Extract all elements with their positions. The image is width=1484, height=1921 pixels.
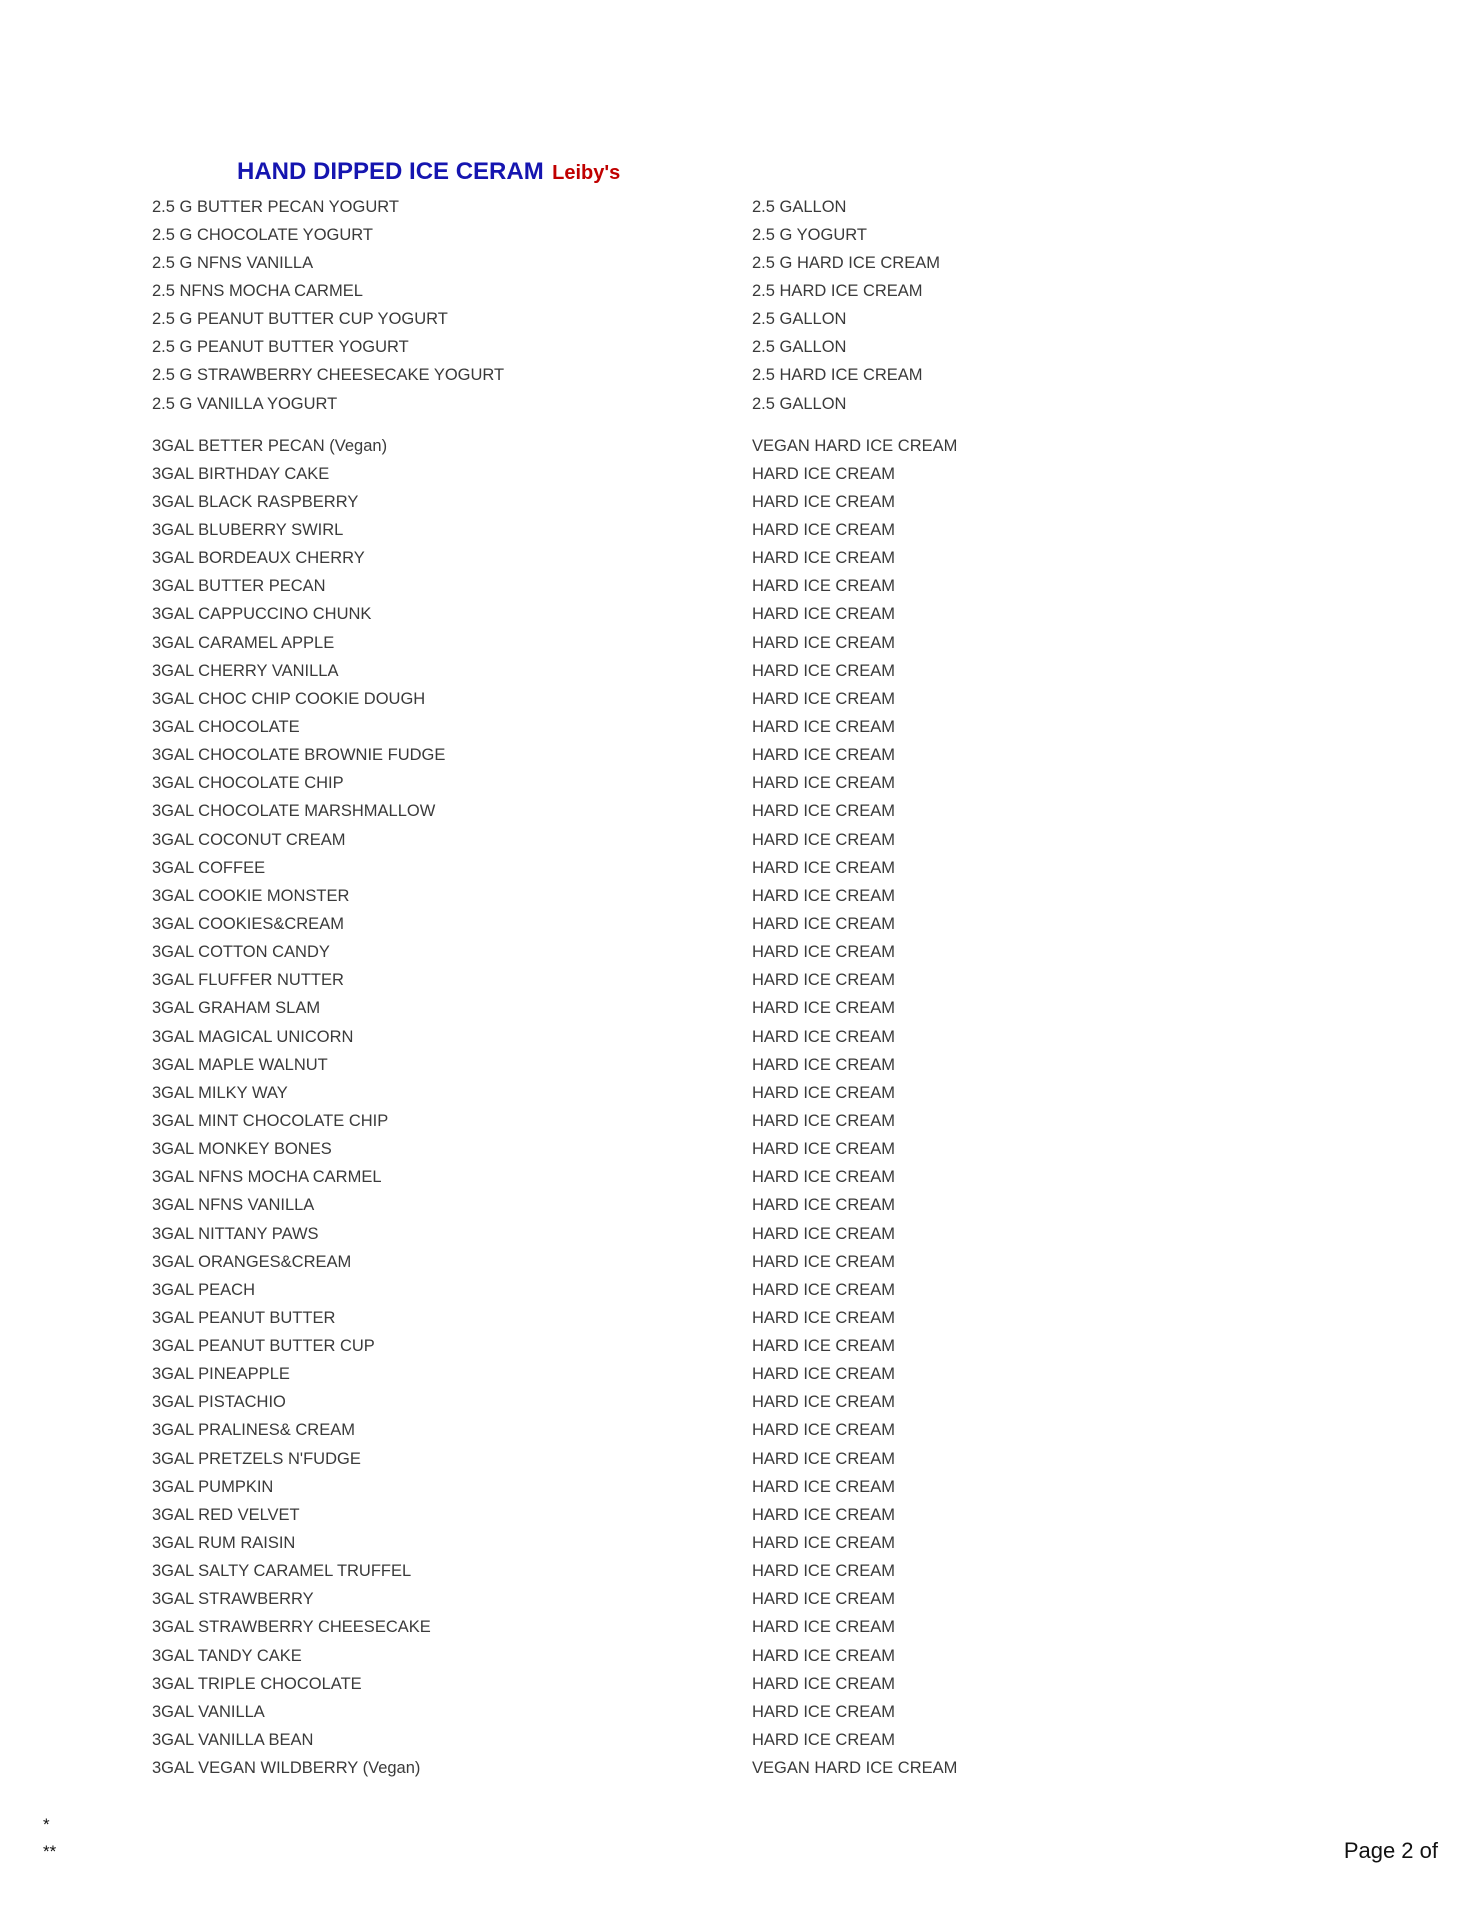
list-item [152, 995, 1202, 1023]
product-name: 2.5 G PEANUT BUTTER YOGURT [152, 338, 409, 357]
product-name: 2.5 G BUTTER PECAN YOGURT [152, 197, 399, 216]
list-item [152, 249, 1202, 277]
product-type: HARD ICE CREAM [752, 577, 896, 596]
list-item [152, 1698, 1202, 1726]
product-type: HARD ICE CREAM [752, 717, 896, 736]
list-item [152, 1304, 1202, 1332]
product-type: HARD ICE CREAM [752, 1224, 896, 1243]
list-item [152, 390, 1202, 418]
product-name: 3GAL VEGAN WILDBERRY (Vegan) [152, 1759, 421, 1778]
product-name: 3GAL COOKIE MONSTER [152, 886, 350, 905]
product-type: HARD ICE CREAM [752, 661, 896, 680]
list-item [152, 1023, 1202, 1051]
product-type: 2.5 G HARD ICE CREAM [752, 253, 940, 272]
product-name: 3GAL CHOCOLATE [152, 717, 300, 736]
product-name: 2.5 NFNS MOCHA CARMEL [152, 281, 363, 300]
product-name: 3GAL BUTTER PECAN [152, 577, 326, 596]
product-type: HARD ICE CREAM [752, 1731, 896, 1750]
product-name: 3GAL MONKEY BONES [152, 1140, 332, 1159]
product-name: 3GAL CHERRY VANILLA [152, 661, 339, 680]
product-name: 3GAL BETTER PECAN (Vegan) [152, 436, 388, 455]
product-name: 2.5 G PEANUT BUTTER CUP YOGURT [152, 310, 448, 329]
product-name: 3GAL BLACK RASPBERRY [152, 492, 359, 511]
list-item [152, 1220, 1202, 1248]
product-name: 2.5 G CHOCOLATE YOGURT [152, 225, 373, 244]
list-item [152, 306, 1202, 334]
product-type: HARD ICE CREAM [752, 1280, 896, 1299]
product-type: HARD ICE CREAM [752, 1252, 896, 1271]
list-item [152, 1586, 1202, 1614]
product-type: HARD ICE CREAM [752, 802, 896, 821]
product-name: 2.5 G NFNS VANILLA [152, 253, 314, 272]
list-item [152, 573, 1202, 601]
product-name: 3GAL VANILLA BEAN [152, 1731, 314, 1750]
product-name: 3GAL COCONUT CREAM [152, 830, 346, 849]
product-type: HARD ICE CREAM [752, 520, 896, 539]
list-item [152, 1389, 1202, 1417]
list-item [152, 516, 1202, 544]
list-item [152, 1726, 1202, 1754]
product-type: 2.5 HARD ICE CREAM [752, 366, 923, 385]
title-main: HAND DIPPED ICE CERAM [237, 158, 544, 185]
list-item [152, 545, 1202, 573]
product-name: 3GAL TANDY CAKE [152, 1646, 302, 1665]
product-type: HARD ICE CREAM [752, 1055, 896, 1074]
list-item [152, 432, 1202, 460]
product-name: 3GAL RED VELVET [152, 1505, 300, 1524]
list-item [152, 854, 1202, 882]
list-item [152, 1614, 1202, 1642]
product-type: 2.5 GALLON [752, 338, 847, 357]
list-item [152, 1529, 1202, 1557]
list-item [152, 1051, 1202, 1079]
list-item [152, 1361, 1202, 1389]
product-type: 2.5 HARD ICE CREAM [752, 281, 923, 300]
list-item [152, 221, 1202, 249]
product-name: 3GAL MAPLE WALNUT [152, 1055, 328, 1074]
product-name: 3GAL NITTANY PAWS [152, 1224, 319, 1243]
product-name: 2.5 G VANILLA YOGURT [152, 394, 338, 413]
product-type: HARD ICE CREAM [752, 633, 896, 652]
product-type: HARD ICE CREAM [752, 1027, 896, 1046]
product-name: 3GAL CHOCOLATE CHIP [152, 774, 344, 793]
product-type: HARD ICE CREAM [752, 1393, 896, 1412]
list-item [152, 770, 1202, 798]
product-name: 3GAL CHOCOLATE BROWNIE FUDGE [152, 746, 446, 765]
list-item [152, 1333, 1202, 1361]
product-name: 3GAL CARAMEL APPLE [152, 633, 335, 652]
product-type: VEGAN HARD ICE CREAM [752, 1759, 958, 1778]
list-item [152, 1192, 1202, 1220]
product-name: 3GAL PRETZELS N'FUDGE [152, 1449, 361, 1468]
list-item [152, 629, 1202, 657]
footnotes [43, 1811, 56, 1865]
list-item [152, 488, 1202, 516]
product-type: HARD ICE CREAM [752, 1534, 896, 1553]
product-name: 3GAL STRAWBERRY [152, 1590, 314, 1609]
list-item [152, 362, 1202, 390]
product-name: 3GAL FLUFFER NUTTER [152, 971, 344, 990]
product-type: HARD ICE CREAM [752, 1196, 896, 1215]
product-type: HARD ICE CREAM [752, 999, 896, 1018]
product-type: VEGAN HARD ICE CREAM [752, 436, 958, 455]
product-type: HARD ICE CREAM [752, 1308, 896, 1327]
footnote-single: * [43, 1815, 50, 1834]
list-item [152, 334, 1202, 362]
list-item [152, 193, 1202, 221]
product-name: 3GAL SALTY CARAMEL TRUFFEL [152, 1562, 412, 1581]
product-name: 3GAL RUM RAISIN [152, 1534, 296, 1553]
list-item [152, 967, 1202, 995]
product-name: 3GAL CHOC CHIP COOKIE DOUGH [152, 689, 426, 708]
list-item [152, 1248, 1202, 1276]
product-type: HARD ICE CREAM [752, 1702, 896, 1721]
product-type: HARD ICE CREAM [752, 1646, 896, 1665]
product-name: 3GAL PINEAPPLE [152, 1365, 290, 1384]
product-type: HARD ICE CREAM [752, 774, 896, 793]
list-item [152, 460, 1202, 488]
product-type: HARD ICE CREAM [752, 689, 896, 708]
list-item [152, 1501, 1202, 1529]
page-number: Page 2 of [1343, 1838, 1438, 1863]
list-item [152, 939, 1202, 967]
list-item [152, 685, 1202, 713]
product-name: 3GAL COFFEE [152, 858, 266, 877]
product-type: HARD ICE CREAM [752, 605, 896, 624]
product-type: HARD ICE CREAM [752, 746, 896, 765]
product-type: HARD ICE CREAM [752, 1365, 896, 1384]
product-type: HARD ICE CREAM [752, 914, 896, 933]
list-item [152, 277, 1202, 305]
list-item [152, 826, 1202, 854]
product-name: 3GAL PRALINES& CREAM [152, 1421, 355, 1440]
product-type: 2.5 GALLON [752, 394, 847, 413]
list-item [152, 1445, 1202, 1473]
product-name: 3GAL PEANUT BUTTER CUP [152, 1337, 375, 1356]
product-name: 3GAL TRIPLE CHOCOLATE [152, 1674, 362, 1693]
product-name: 3GAL NFNS MOCHA CARMEL [152, 1168, 382, 1187]
product-name: 3GAL PUMPKIN [152, 1477, 274, 1496]
product-name: 3GAL STRAWBERRY CHEESECAKE [152, 1618, 431, 1637]
page-title [237, 158, 620, 186]
list-item [152, 1276, 1202, 1304]
product-type: HARD ICE CREAM [752, 886, 896, 905]
product-type: HARD ICE CREAM [752, 1477, 896, 1496]
list-item [152, 657, 1202, 685]
product-name: 3GAL MAGICAL UNICORN [152, 1027, 354, 1046]
product-name: 2.5 G STRAWBERRY CHEESECAKE YOGURT [152, 366, 505, 385]
product-type: HARD ICE CREAM [752, 1140, 896, 1159]
product-name: 3GAL VANILLA [152, 1702, 265, 1721]
product-type: 2.5 GALLON [752, 197, 847, 216]
product-name: 3GAL PISTACHIO [152, 1393, 286, 1412]
product-type: HARD ICE CREAM [752, 1168, 896, 1187]
product-type: HARD ICE CREAM [752, 858, 896, 877]
product-name: 3GAL MINT CHOCOLATE CHIP [152, 1111, 389, 1130]
product-type: HARD ICE CREAM [752, 1083, 896, 1102]
list-item [152, 713, 1202, 741]
list-item [152, 1107, 1202, 1135]
product-type: 2.5 G YOGURT [752, 225, 867, 244]
footnote-double: ** [43, 1842, 57, 1861]
list-item [152, 1136, 1202, 1164]
product-type: 2.5 GALLON [752, 310, 847, 329]
product-name: 3GAL COTTON CANDY [152, 943, 330, 962]
list-item [152, 1079, 1202, 1107]
product-name: 3GAL CAPPUCCINO CHUNK [152, 605, 372, 624]
list-item [152, 1473, 1202, 1501]
title-brand: Leiby's [552, 162, 621, 184]
product-name: 3GAL ORANGES&CREAM [152, 1252, 352, 1271]
product-type: HARD ICE CREAM [752, 971, 896, 990]
product-type: HARD ICE CREAM [752, 492, 896, 511]
product-name: 3GAL BLUBERRY SWIRL [152, 520, 344, 539]
product-type: HARD ICE CREAM [752, 943, 896, 962]
product-name: 3GAL BIRTHDAY CAKE [152, 464, 330, 483]
product-type: HARD ICE CREAM [752, 1337, 896, 1356]
product-type: HARD ICE CREAM [752, 830, 896, 849]
list-item [152, 1670, 1202, 1698]
product-name: 3GAL GRAHAM SLAM [152, 999, 321, 1018]
product-type: HARD ICE CREAM [752, 1590, 896, 1609]
product-type: HARD ICE CREAM [752, 1449, 896, 1468]
product-name: 3GAL CHOCOLATE MARSHMALLOW [152, 802, 436, 821]
list-item [152, 798, 1202, 826]
list-item [152, 1558, 1202, 1586]
list-item [152, 1642, 1202, 1670]
product-type: HARD ICE CREAM [752, 549, 896, 568]
product-name: 3GAL COOKIES&CREAM [152, 914, 344, 933]
list-item [152, 601, 1202, 629]
list-item [152, 910, 1202, 938]
product-type: HARD ICE CREAM [752, 1505, 896, 1524]
list-item [152, 1164, 1202, 1192]
product-type: HARD ICE CREAM [752, 1421, 896, 1440]
list-item [152, 882, 1202, 910]
product-type: HARD ICE CREAM [752, 464, 896, 483]
three-gallon-list [152, 432, 1202, 1783]
product-type: HARD ICE CREAM [752, 1111, 896, 1130]
product-name: 3GAL PEACH [152, 1280, 256, 1299]
product-type: HARD ICE CREAM [752, 1618, 896, 1637]
list-item [152, 1417, 1202, 1445]
product-type: HARD ICE CREAM [752, 1674, 896, 1693]
list-item [152, 742, 1202, 770]
yogurt-list [152, 193, 1202, 418]
product-name: 3GAL PEANUT BUTTER [152, 1308, 336, 1327]
list-item [152, 1755, 1202, 1783]
product-name: 3GAL MILKY WAY [152, 1083, 288, 1102]
product-name: 3GAL NFNS VANILLA [152, 1196, 315, 1215]
product-name: 3GAL BORDEAUX CHERRY [152, 549, 365, 568]
product-type: HARD ICE CREAM [752, 1562, 896, 1581]
